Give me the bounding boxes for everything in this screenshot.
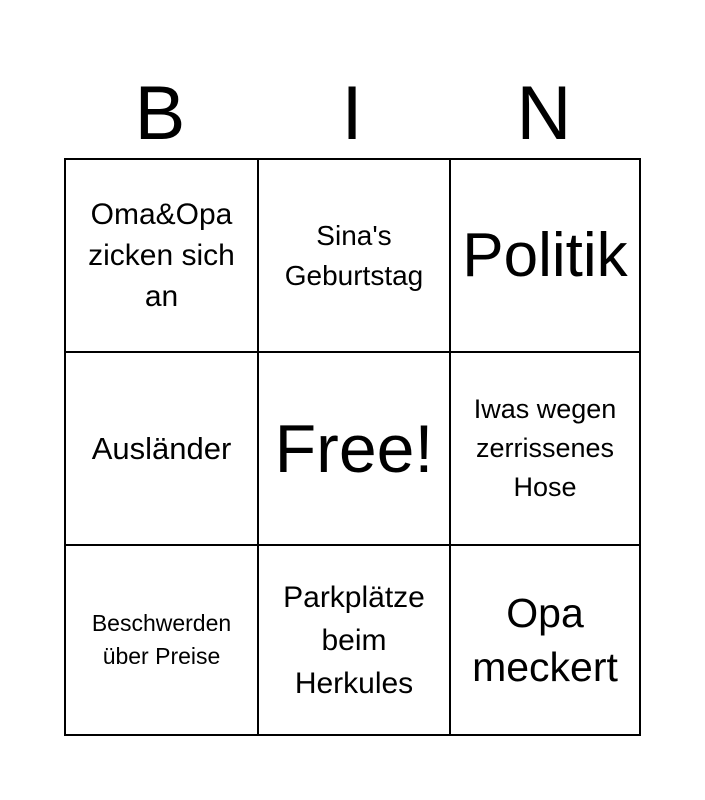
cell-text: Free! <box>274 410 434 487</box>
cell-text: Oma&Opa zicken sich an <box>88 198 235 313</box>
bingo-cell[interactable] <box>451 160 641 353</box>
cell-text: Politik <box>462 220 628 290</box>
bingo-cell[interactable] <box>451 353 641 546</box>
bingo-cell[interactable] <box>451 546 641 736</box>
bingo-cell[interactable] <box>66 160 259 353</box>
header-letter-b: B <box>134 71 186 156</box>
bingo-cell[interactable] <box>259 160 451 353</box>
bingo-cell[interactable] <box>66 546 259 736</box>
free-space-cell[interactable] <box>259 353 451 546</box>
bingo-cell[interactable] <box>66 353 259 546</box>
cell-text: Ausländer <box>91 430 232 466</box>
header-letter-n: N <box>516 71 572 156</box>
cell-text: Iwas wegen zerrissenes Hose <box>473 394 617 502</box>
cell-text: Beschwerden über Preise <box>91 610 232 669</box>
cell-text: Parkplätze beim Herkules <box>283 580 425 700</box>
bingo-board <box>64 158 641 736</box>
bingo-cell[interactable] <box>259 546 451 736</box>
header-letter-i: I <box>341 71 363 156</box>
cell-text: Sina's Geburtstag <box>284 219 424 291</box>
cell-text: Opa meckert <box>472 590 618 690</box>
bingo-header <box>64 70 641 158</box>
